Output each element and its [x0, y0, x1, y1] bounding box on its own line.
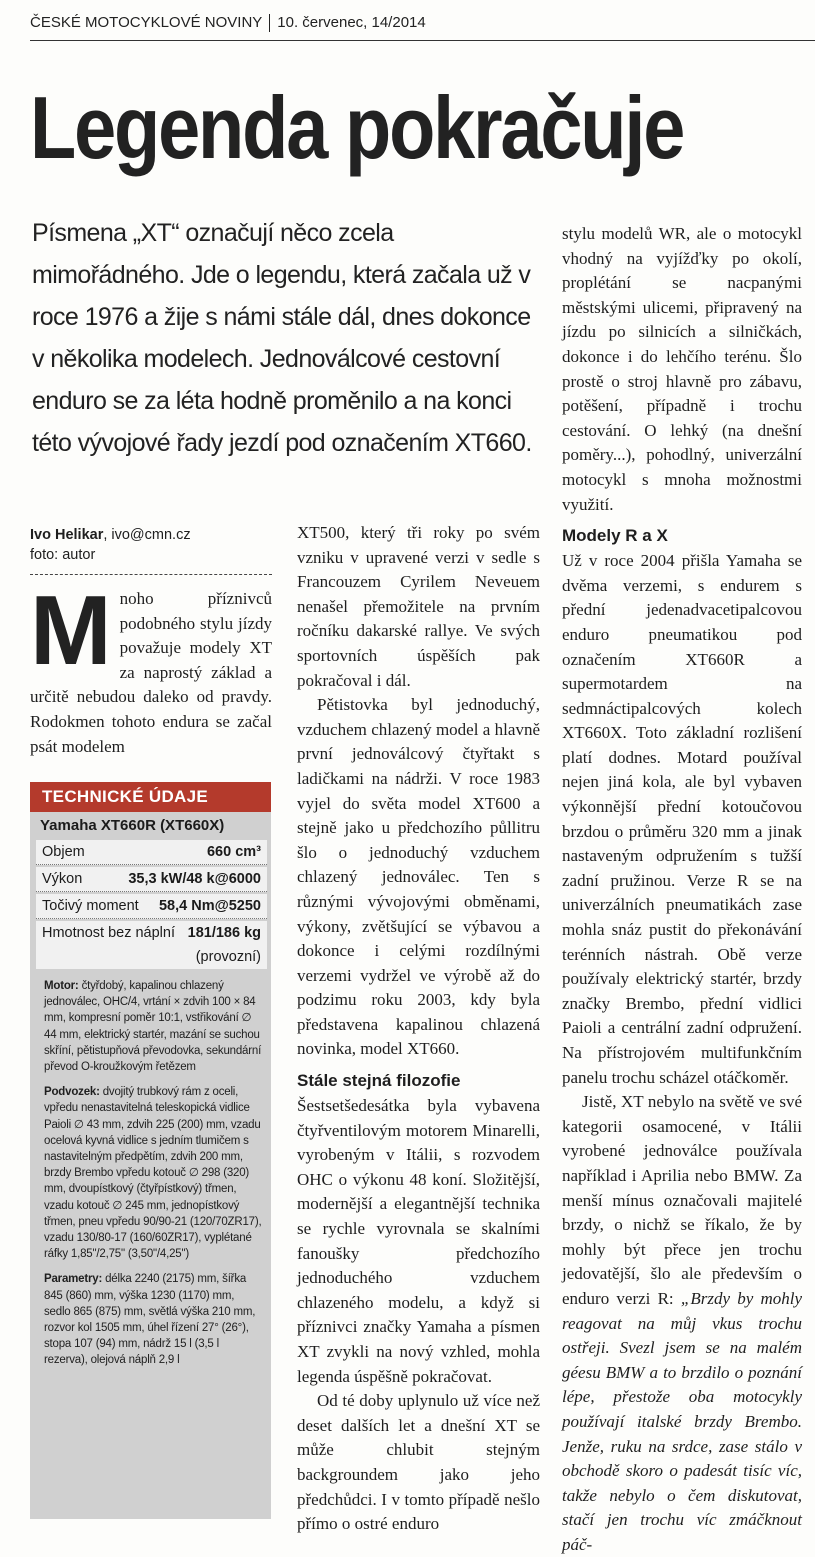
article-column-2 — [297, 521, 540, 1537]
article-column-3 — [562, 222, 802, 1557]
spec-chassis — [30, 1084, 271, 1262]
author-name: Ivo Helikar — [30, 527, 104, 543]
spec-label: Hmotnost bez náplní — [42, 925, 175, 941]
spec-row — [36, 840, 267, 865]
publication-name: ČESKÉ MOTOCYKLOVÉ NOVINY — [30, 14, 263, 31]
issue-date: 10. červenec, 14/2014 — [277, 14, 426, 31]
paragraph: stylu modelů WR, ale o motocykl vhodný na vyjížďky po okolí, proplétání se nacpanými městskými ulicemi, připravený na jízdu po silnicích a silničkách, dokonce i do lehčího terénu. Šlo prostě o stroj hlavně pro zábavu, potěšení, případně i trochu cestování. O lehký (na dnešní poměry...), pohodlný, univerzální motocykl s mnoha možnostmi využití. — [562, 224, 802, 514]
drop-cap: M — [30, 575, 112, 685]
spec-box-heading: TECHNICKÉ ÚDAJE — [30, 782, 271, 812]
paragraph — [562, 1090, 802, 1557]
paragraph-intro — [30, 575, 272, 759]
spec-motor-label: Motor: — [44, 980, 79, 992]
paragraph: Šestsetšedesátka byla vybavena čtyřventilovým motorem Minarelli, vyrobeným v Itálii, s rozvodem OHC o výkonu 48 koní. Složitější, modernější a elegantnější technika se rychle vyrovnala se skalními fanoušky předchozího jednoduchého vzduchem chlazeného modelu, a když si příznivci značky Yamaha a písmen XT zvykli na nový vzhled, mohla legenda úspěšně pokračovat. — [297, 1096, 540, 1386]
spec-motor — [30, 978, 271, 1075]
spec-chassis-label: Podvozek: — [44, 1086, 100, 1099]
spec-model-name: Yamaha XT660R (XT660X) — [40, 817, 225, 834]
intro-text: noho příznivců podobného stylu jízdy považuje modely XT za naprostý základ a určitě nebudou daleko od pravdy. Rodokmen tohoto endura se začal psát modelem — [30, 589, 272, 756]
spec-row — [36, 867, 267, 892]
spec-value: 660 cm³ — [206, 844, 261, 860]
spec-label: Točivý moment — [42, 898, 139, 914]
subheading: Modely R a X — [562, 526, 668, 546]
spec-parameters — [30, 1271, 271, 1368]
spec-row — [36, 894, 267, 919]
spec-value: 181/186 kg — [187, 925, 261, 941]
author-email: , ivo@cmn.cz — [103, 527, 191, 543]
spec-value: 58,4 Nm@5250 — [158, 898, 261, 914]
headline: Legenda pokračuje — [30, 78, 684, 177]
page-header — [30, 14, 815, 41]
paragraph: Od té doby uplynulo už více než deset dalších let a dnešní XT se může chlubit stejným backgroundem jako jeho předchůdci. I v tomto případě nešlo přímo o ostré enduro — [297, 1391, 540, 1534]
spec-motor-text: čtyřdobý, kapalinou chlazený jednoválec, OHC/4, vrtání × zdvih 100 × 84 mm, kompresní poměr 10:1, vstřikování ∅ 44 mm, elektrický startér, mazání se suchou skříní, pětistupňová převodovka, sekundární převod O-kroužkovým řetězem — [44, 980, 262, 1074]
paragraph: Pětistovka byl jednoduchý, vzduchem chlazený model a hlavně první jednoválcový čtyřtakt s ladičkami na nádrži. V roce 1983 vyjel do světa model XT600 a stejně jako u předchozího půllitru šlo o jednoduchý vzduchem chlazený jednoválec. Ten s různými vývojovými obměnami, výkony, zvětšující se výbavou a dokonce i celými rozdílnými verzemi vydržel ve výrobě až do podzimu roku 2003, kdy byla představena kapalinou chlazená novinka, model XT660. — [297, 695, 540, 1059]
paragraph: Už v roce 2004 přišla Yamaha se dvěma verzemi, s endurem s přední jedenadvacetipalcovou enduro pneumatikou pod označením XT660R a supermotardem na sedmnáctipalcových kolech XT660X. Toto základní rozlišení platí dodnes. Motard používal nejen jiná kola, ale byl vybaven výkonnější přední kotoučovou brzdou o průměru 320 mm a jinak nastaveným odpružením s tužší zadní pružinou. Verze R se na univerzálních pneumatikách zase mohla snáz pustit do překonávání terénních nástrah. Obě verze používaly elektrický startér, brzdy značky Brembo, přední vidlici Paioli a centrální zadní odpružení. Na přístrojovém multifunkčním panelu trochu scházel otáčkoměr. — [562, 551, 802, 1087]
spec-weight-note: (provozní) — [36, 945, 267, 969]
spec-label: Výkon — [42, 871, 83, 887]
spec-row — [36, 921, 267, 945]
spec-parameters-label: Parametry: — [44, 1273, 103, 1286]
quote-text: „Brzdy by mohly reagovat na můj vkus trochu ostřeji. Svezl jsem se na malém géesu BMW a to brzdilo o poznání lépe, přestože oba motocykly používají italské brzdy Brembo. Jenže, ruku na srdce, zase stálo v obchodě skoro o padesát tisíc víc, takže nebylo o čem diskutovat, stačí jen trochu víc zmáčknout páč- — [562, 1288, 802, 1554]
spec-value: 35,3 kW/48 k@6000 — [128, 871, 261, 887]
header-divider — [269, 14, 270, 32]
spec-label: Objem — [42, 844, 85, 860]
lead-paragraph: Písmena „XT“ označují něco zcela mimořádného. Jde o legendu, která začala už v roce 1976 a žije s námi stále dál, dnes dokonce v několika modelech. Jednoválcové cestovní enduro se za léta hodně proměnilo a na konci této vývojové řady jezdí pod označením XT660. — [32, 219, 532, 457]
spec-parameters-text: délka 2240 (2175) mm, šířka 845 (860) mm, výška 1230 (1170) mm, sedlo 865 (875) mm, světlá výška 210 mm, rozvor kol 1505 mm, úhel řízení 27° (26°), stopa 107 (94) mm, nádrž 15 l (3,5 l rezerva), olejová náplň 2,9 l — [44, 1273, 256, 1367]
paragraph: XT500, který tři roky po svém vzniku v upravené verzi v sedle s Francouzem Cyrilem Neveuem nenašel přemožitele na prvním ročníku dakarské rallye. Ve svých sportovních úspěších pak pokračoval i dál. — [297, 523, 540, 690]
byline — [30, 525, 272, 565]
photo-credit: foto: autor — [30, 547, 96, 563]
subheading: Stále stejná filozofie — [297, 1071, 461, 1091]
paragraph-text: Jistě, XT nebylo na světě ve své kategorii osamocené, v Itálii vyrobené jednoválce používala například i Aprilia nebo BMW. Za menší mínus označovali majitelé brzdy, o nichž se říkalo, že by mohly být přece jen trochu jedovatější, šlo ale především o enduro verzi R: — [562, 1092, 802, 1308]
spec-chassis-text: dvojitý trubkový rám z oceli, vpředu nenastavitelná teleskopická vidlice Paioli ∅ 43 mm, zdvih 225 (200) mm, vzadu ocelová kyvná vidlice s jedním tlumičem s nastavitelným předpětím, zdvih 200 mm, brzdy Brembo vpředu kotouč ∅ 298 (320) mm, dvoupístkový (čtyřpístkový) třmen, vzadu kotouč ∅ 245 mm, jednopístkový třmen, pneu vpředu 90/90-21 (120/70ZR17), vzadu 130/80-17 (160/60ZR17), vyplétané ráfky 1,85"/2,75" (3,50"/4,25") — [44, 1086, 262, 1261]
spec-box — [30, 782, 271, 1519]
article-column-1 — [30, 525, 272, 759]
